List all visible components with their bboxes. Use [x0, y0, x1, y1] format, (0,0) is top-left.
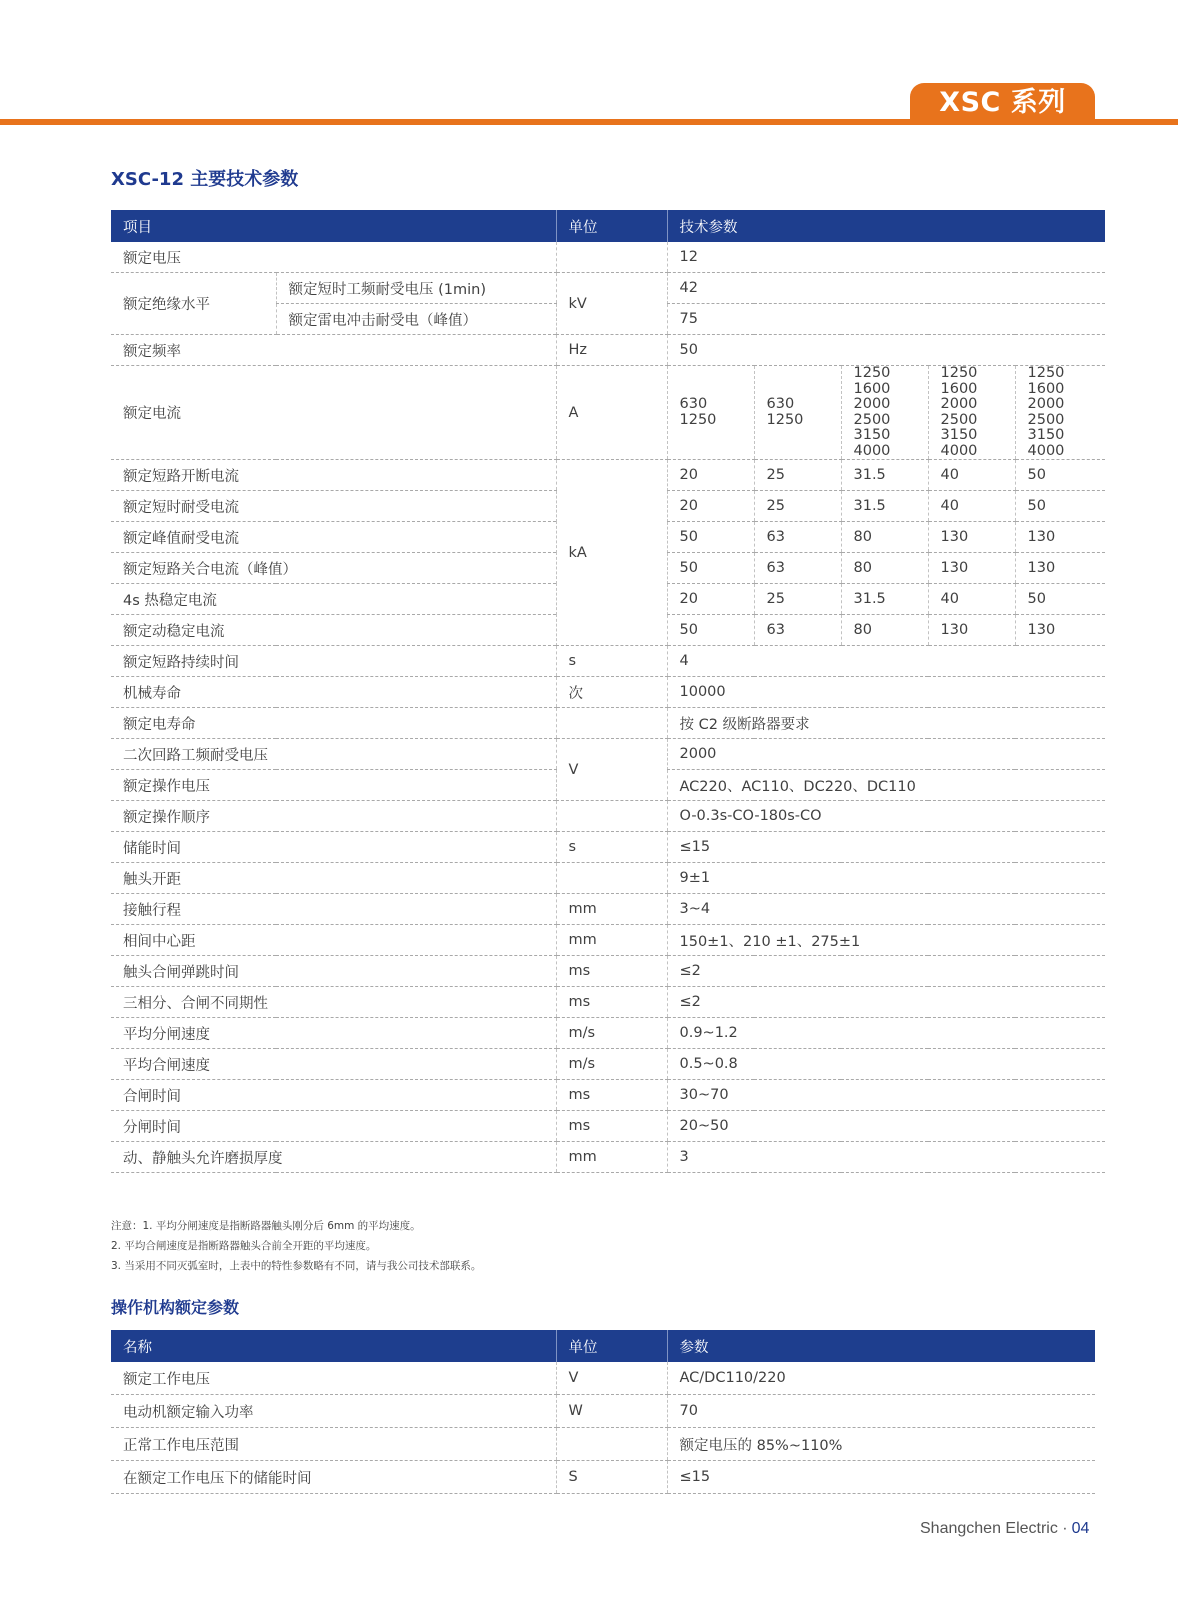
row-value: 63	[754, 522, 841, 553]
row-label: 额定短路开断电流	[111, 460, 556, 491]
current-col-5	[1015, 366, 1105, 460]
header-unit: 单位	[556, 210, 667, 242]
table-row-rated-current	[111, 366, 1105, 460]
table-row	[111, 863, 1105, 894]
row-label: 二次回路工频耐受电压	[111, 739, 556, 770]
row-sublabel: 额定短时工频耐受电压 (1min)	[276, 273, 556, 304]
current-value: 4000	[1027, 442, 1065, 459]
row-value: 40	[928, 584, 1015, 615]
footer-brand: Shangchen Electric ·	[920, 1520, 1068, 1537]
current-value: 1250	[766, 411, 804, 428]
current-value: 4000	[853, 442, 891, 459]
current-value: 1250	[940, 365, 978, 381]
row-value: 25	[754, 460, 841, 491]
row-label: 平均合闸速度	[111, 1049, 556, 1080]
current-value: 1600	[1027, 380, 1065, 397]
row-label: 额定短路持续时间	[111, 646, 556, 677]
row-unit: Hz	[556, 335, 667, 366]
row-unit: A	[556, 366, 667, 460]
table-row	[111, 335, 1105, 366]
row-value: AC220、AC110、DC220、DC110	[667, 770, 1105, 801]
current-col-4	[928, 366, 1015, 460]
row-unit: m/s	[556, 1049, 667, 1080]
row-value: 9±1	[667, 863, 1105, 894]
note-line: 3. 当采用不同灭弧室时，上表中的特性参数略有不同，请与我公司技术部联系。	[111, 1260, 482, 1272]
row-unit: 次	[556, 677, 667, 708]
table-notes	[111, 1216, 481, 1276]
row-label: 额定电压	[111, 242, 556, 273]
header-param: 技术参数	[667, 210, 1105, 242]
row-value: 30~70	[667, 1080, 1105, 1111]
row-label: 动、静触头允许磨损厚度	[111, 1142, 556, 1173]
row-value: 20	[667, 460, 754, 491]
row-value: 50	[667, 335, 1105, 366]
row-label: 额定短时耐受电流	[111, 491, 556, 522]
row-label: 储能时间	[111, 832, 556, 863]
row-value: 70	[667, 1395, 1095, 1428]
current-value: 1250	[853, 365, 891, 381]
row-value: 130	[928, 522, 1015, 553]
row-unit: mm	[556, 1142, 667, 1173]
row-label: 4s 热稳定电流	[111, 584, 556, 615]
row-value: 63	[754, 615, 841, 646]
table-row	[111, 1142, 1105, 1173]
row-value: 130	[1015, 553, 1105, 584]
row-value: 50	[667, 522, 754, 553]
table-row	[111, 677, 1105, 708]
row-value: 10000	[667, 677, 1105, 708]
page-footer	[920, 1520, 1089, 1538]
row-sublabel: 额定雷电冲击耐受电（峰值）	[276, 304, 556, 335]
row-unit	[556, 801, 667, 832]
row-unit: V	[556, 1362, 667, 1395]
row-value: 2000	[667, 739, 1105, 770]
table-row	[111, 739, 1105, 770]
table-row	[111, 1395, 1095, 1428]
current-value: 2500	[940, 411, 978, 428]
row-value: AC/DC110/220	[667, 1362, 1095, 1395]
table-row	[111, 460, 1105, 491]
table-row	[111, 273, 1105, 304]
row-value: 50	[667, 553, 754, 584]
row-label: 触头开距	[111, 863, 556, 894]
table-row	[111, 708, 1105, 739]
row-label: 电动机额定输入功率	[111, 1395, 556, 1428]
section-title-main-params: XSC-12 主要技术参数	[111, 169, 299, 190]
row-value: 80	[841, 615, 928, 646]
mechanism-table	[111, 1330, 1095, 1494]
row-value: 12	[667, 242, 1105, 273]
table-row	[111, 646, 1105, 677]
row-unit	[556, 1428, 667, 1461]
current-value: 2500	[853, 411, 891, 428]
note-line: 注意：1. 平均分闸速度是指断路器触头刚分后 6mm 的平均速度。	[111, 1220, 421, 1232]
row-unit: ms	[556, 987, 667, 1018]
table-row	[111, 1428, 1095, 1461]
table-row	[111, 925, 1105, 956]
header-param: 参数	[667, 1330, 1095, 1362]
row-value: 3	[667, 1142, 1105, 1173]
row-value: 31.5	[841, 584, 928, 615]
row-unit: ms	[556, 1111, 667, 1142]
main-params-table	[111, 210, 1105, 1173]
row-unit: W	[556, 1395, 667, 1428]
table-row	[111, 1018, 1105, 1049]
table-header-row	[111, 210, 1105, 242]
row-label: 额定工作电压	[111, 1362, 556, 1395]
current-col-3	[841, 366, 928, 460]
row-value: 20	[667, 491, 754, 522]
row-value: 50	[1015, 584, 1105, 615]
row-value: 0.5~0.8	[667, 1049, 1105, 1080]
row-value: ≤15	[667, 832, 1105, 863]
row-label: 额定动稳定电流	[111, 615, 556, 646]
table-row	[111, 242, 1105, 273]
row-value: 50	[667, 615, 754, 646]
row-unit: kV	[556, 273, 667, 335]
row-label: 三相分、合闸不同期性	[111, 987, 556, 1018]
table-row	[111, 801, 1105, 832]
row-value: 20~50	[667, 1111, 1105, 1142]
row-value: 50	[1015, 491, 1105, 522]
table-row	[111, 1049, 1105, 1080]
row-unit: s	[556, 832, 667, 863]
row-value: 63	[754, 553, 841, 584]
row-label: 额定频率	[111, 335, 556, 366]
row-value: 80	[841, 522, 928, 553]
table-row	[111, 956, 1105, 987]
table-row	[111, 1461, 1095, 1494]
row-label: 正常工作电压范围	[111, 1428, 556, 1461]
row-label: 触头合闸弹跳时间	[111, 956, 556, 987]
row-unit: ms	[556, 1080, 667, 1111]
current-value: 3150	[853, 427, 891, 443]
row-unit	[556, 863, 667, 894]
current-value: 4000	[940, 442, 978, 459]
row-value: 130	[1015, 615, 1105, 646]
current-value: 1250	[1027, 365, 1065, 381]
row-value: 25	[754, 491, 841, 522]
row-value: O-0.3s-CO-180s-CO	[667, 801, 1105, 832]
row-value: 4	[667, 646, 1105, 677]
current-col-1	[667, 366, 754, 460]
row-label: 平均分闸速度	[111, 1018, 556, 1049]
page-number: 04	[1071, 1520, 1090, 1537]
current-value: 2000	[853, 396, 891, 412]
row-value: 40	[928, 460, 1015, 491]
row-label: 额定电寿命	[111, 708, 556, 739]
row-label: 额定短路关合电流（峰值）	[111, 553, 556, 584]
table-row	[111, 1362, 1095, 1395]
row-label: 合闸时间	[111, 1080, 556, 1111]
row-unit: V	[556, 739, 667, 801]
current-value: 2000	[1027, 396, 1065, 412]
row-unit	[556, 708, 667, 739]
table-row	[111, 894, 1105, 925]
row-value: ≤15	[667, 1461, 1095, 1494]
row-label: 分闸时间	[111, 1111, 556, 1142]
row-value: 75	[667, 304, 1105, 335]
current-value: 630	[679, 396, 708, 412]
row-unit: s	[556, 646, 667, 677]
row-label: 额定操作电压	[111, 770, 556, 801]
row-unit: m/s	[556, 1018, 667, 1049]
row-unit	[556, 242, 667, 273]
series-tab: XSC 系列	[910, 83, 1095, 121]
row-label: 额定操作顺序	[111, 801, 556, 832]
row-label: 在额定工作电压下的储能时间	[111, 1461, 556, 1494]
current-value: 2500	[1027, 411, 1065, 428]
row-value: 按 C2 级断路器要求	[667, 708, 1105, 739]
row-value: 130	[928, 615, 1015, 646]
row-unit: kA	[556, 460, 667, 646]
row-label: 额定绝缘水平	[111, 273, 276, 335]
row-label: 额定峰值耐受电流	[111, 522, 556, 553]
row-value: 25	[754, 584, 841, 615]
table-row	[111, 987, 1105, 1018]
row-value: ≤2	[667, 987, 1105, 1018]
row-value: 3~4	[667, 894, 1105, 925]
row-value: 150±1、210 ±1、275±1	[667, 925, 1105, 956]
row-value: 80	[841, 553, 928, 584]
note-line: 2. 平均合闸速度是指断路器触头合前全开距的平均速度。	[111, 1240, 377, 1252]
row-value: 额定电压的 85%~110%	[667, 1428, 1095, 1461]
current-value: 1600	[940, 380, 978, 397]
current-value: 2000	[940, 396, 978, 412]
row-value: 31.5	[841, 460, 928, 491]
row-value: 42	[667, 273, 1105, 304]
section-title-mechanism: 操作机构额定参数	[111, 1298, 240, 1317]
row-unit: S	[556, 1461, 667, 1494]
row-unit: mm	[556, 894, 667, 925]
row-label: 额定电流	[111, 366, 556, 460]
table-header-row	[111, 1330, 1095, 1362]
row-value: 0.9~1.2	[667, 1018, 1105, 1049]
row-value: 130	[1015, 522, 1105, 553]
header-item: 项目	[111, 210, 556, 242]
row-value: ≤2	[667, 956, 1105, 987]
current-col-2	[754, 366, 841, 460]
table-row	[111, 832, 1105, 863]
row-unit: ms	[556, 956, 667, 987]
row-label: 机械寿命	[111, 677, 556, 708]
row-value: 31.5	[841, 491, 928, 522]
table-row	[111, 1111, 1105, 1142]
header-name: 名称	[111, 1330, 556, 1362]
row-value: 20	[667, 584, 754, 615]
current-value: 3150	[1027, 427, 1065, 443]
row-value: 40	[928, 491, 1015, 522]
current-value: 1600	[853, 380, 891, 397]
row-value: 130	[928, 553, 1015, 584]
row-unit: mm	[556, 925, 667, 956]
row-label: 接触行程	[111, 894, 556, 925]
current-value: 3150	[940, 427, 978, 443]
current-value: 1250	[679, 411, 717, 428]
row-label: 相间中心距	[111, 925, 556, 956]
row-value: 50	[1015, 460, 1105, 491]
header-unit: 单位	[556, 1330, 667, 1362]
table-row	[111, 1080, 1105, 1111]
current-value: 630	[766, 396, 795, 412]
